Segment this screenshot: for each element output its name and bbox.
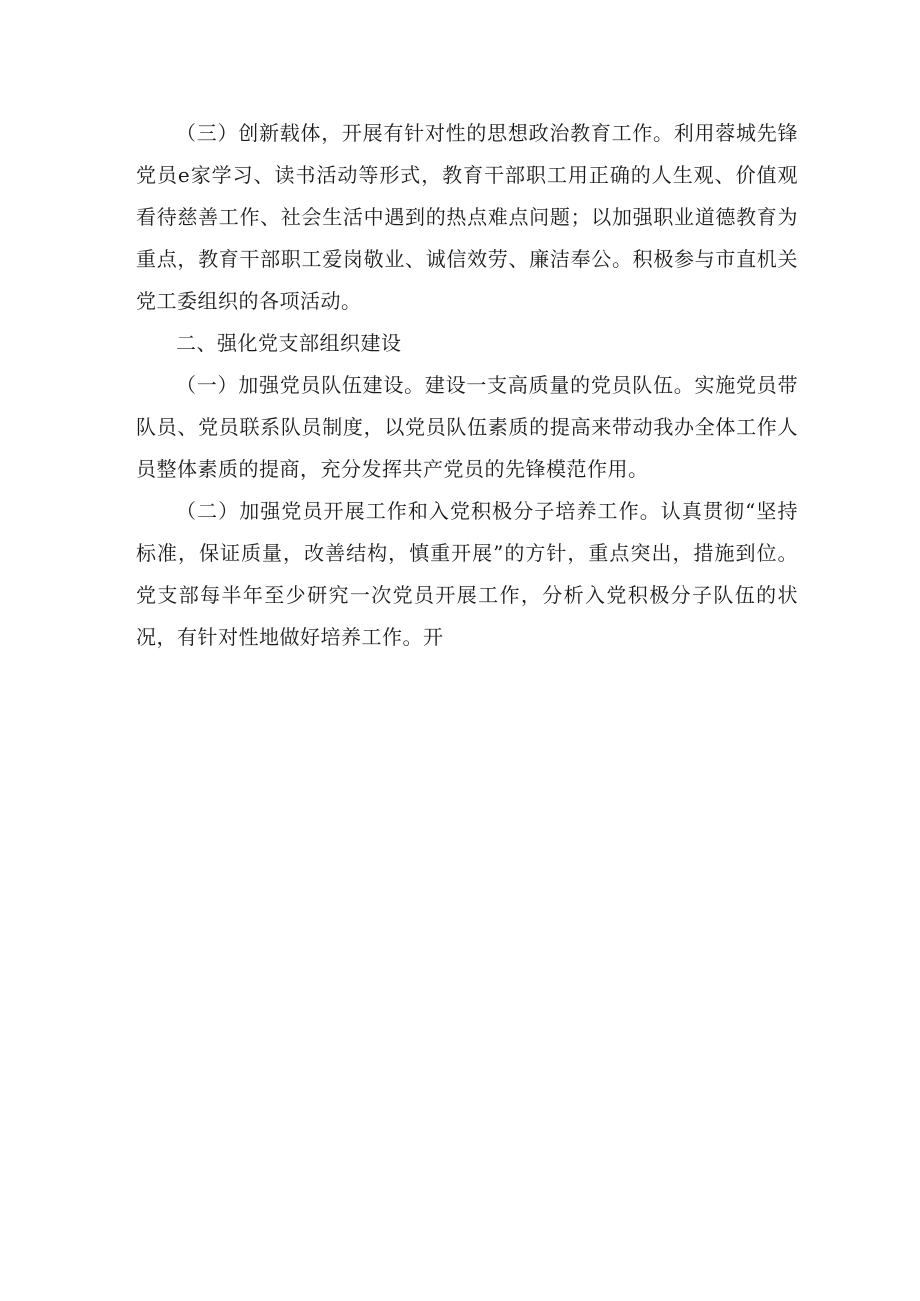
document-body (136, 112, 798, 658)
paragraph-party-team-building: （一）加强党员队伍建设。建设一支高质量的党员队伍。实施党员带队员、党员联系队员制度，以党员队伍素质的提高来带动我办全体工作人员整体素质的提商，充分发挥共产党员的先锋模范作用。 (136, 373, 798, 481)
paragraph-member-development: （二）加强党员开展工作和入党积极分子培养工作。认真贯彻“坚持标准，保证质量，改善结构，慎重开展”的方针，重点突出，措施到位。党支部每半年至少研究一次党员开展工作，分析入党积极分子队伍的状况，有针对性地做好培养工作。开 (136, 499, 798, 649)
section-heading-party-branch: 二、强化党支部组织建设 (176, 331, 402, 355)
paragraph-ideological-education: （三）创新载体，开展有针对性的思想政治教育工作。利用蓉城先锋党员e家学习、读书活动等形式，教育干部职工用正确的人生观、价值观看待慈善工作、社会生活中遇到的热点难点问题；以加强职业道德教育为重点，教育干部职工爱岗敬业、诚信效劳、廉洁奉公。积极参与市直机关党工委组织的各项活动。 (136, 121, 798, 313)
